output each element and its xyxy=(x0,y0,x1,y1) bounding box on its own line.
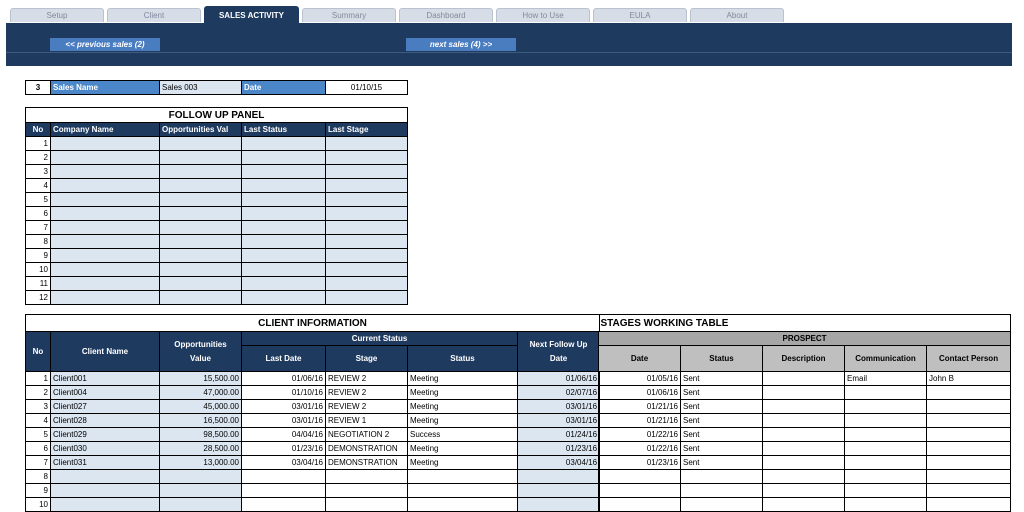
fu-opportunities-cell[interactable] xyxy=(160,207,242,221)
st-description[interactable] xyxy=(763,442,845,456)
ci-next-follow-up[interactable]: 02/07/16 xyxy=(518,386,600,400)
fu-last-stage-cell[interactable] xyxy=(326,137,408,151)
fu-opportunities-cell[interactable] xyxy=(160,137,242,151)
stage-row xyxy=(599,470,1011,484)
st-description[interactable] xyxy=(763,414,845,428)
fu-opportunities-cell[interactable] xyxy=(160,263,242,277)
ci-opportunity-value[interactable]: 45,000.00 xyxy=(160,400,242,414)
st-contact-person[interactable] xyxy=(927,470,1011,484)
fu-last-stage-cell[interactable] xyxy=(326,263,408,277)
st-status[interactable] xyxy=(681,498,763,512)
ci-status: Meeting xyxy=(408,400,518,414)
st-status[interactable] xyxy=(681,484,763,498)
st-communication[interactable] xyxy=(845,442,927,456)
follow-up-row xyxy=(26,277,408,291)
st-date[interactable]: 01/05/16 xyxy=(599,372,681,386)
st-communication[interactable] xyxy=(845,470,927,484)
st-contact-person[interactable] xyxy=(927,456,1011,470)
follow-up-row xyxy=(26,179,408,193)
st-communication[interactable] xyxy=(845,400,927,414)
ci-status: Meeting xyxy=(408,386,518,400)
ci-last-date xyxy=(242,498,326,512)
ci-status: Meeting xyxy=(408,372,518,386)
fu-company-cell[interactable] xyxy=(51,291,160,305)
stage-row xyxy=(599,428,1011,442)
follow-up-row xyxy=(26,291,408,305)
sales-number: 3 xyxy=(26,81,51,95)
ci-opportunity-value[interactable]: 16,500.00 xyxy=(160,414,242,428)
ci-row-no: 9 xyxy=(26,484,51,498)
ci-row-no: 2 xyxy=(26,386,51,400)
stages-working-table xyxy=(598,314,1011,512)
st-contact-person[interactable] xyxy=(927,386,1011,400)
fu-col-no: No xyxy=(26,123,51,137)
ci-opportunity-value[interactable] xyxy=(160,484,242,498)
ci-stage: REVIEW 2 xyxy=(326,400,408,414)
ci-opportunity-value[interactable] xyxy=(160,470,242,484)
fu-company-cell[interactable] xyxy=(51,193,160,207)
fu-last-stage-cell[interactable] xyxy=(326,193,408,207)
st-date[interactable] xyxy=(599,484,681,498)
st-col-communication: Communication xyxy=(845,346,927,372)
ci-row-no: 8 xyxy=(26,470,51,484)
ci-status: Meeting xyxy=(408,456,518,470)
follow-up-title: FOLLOW UP PANEL xyxy=(26,108,408,123)
st-date[interactable]: 01/21/16 xyxy=(599,414,681,428)
st-communication[interactable] xyxy=(845,386,927,400)
ci-next-follow-up[interactable] xyxy=(518,498,600,512)
tab-client[interactable]: Client xyxy=(107,8,201,22)
client-row xyxy=(26,414,600,428)
st-date[interactable]: 01/22/16 xyxy=(599,442,681,456)
follow-up-panel xyxy=(25,107,408,305)
fu-last-status-cell[interactable] xyxy=(242,165,326,179)
client-row xyxy=(26,498,600,512)
ci-stage: REVIEW 2 xyxy=(326,386,408,400)
follow-up-row xyxy=(26,137,408,151)
st-col-date: Date xyxy=(599,346,681,372)
ci-stage: REVIEW 1 xyxy=(326,414,408,428)
ci-opp-line1: Opportunities xyxy=(174,339,227,349)
fu-opportunities-cell[interactable] xyxy=(160,277,242,291)
ci-client-name[interactable]: Client030 xyxy=(51,442,160,456)
ci-row-no: 4 xyxy=(26,414,51,428)
fu-last-status-cell[interactable] xyxy=(242,207,326,221)
ci-row-no: 7 xyxy=(26,456,51,470)
fu-last-stage-cell[interactable] xyxy=(326,277,408,291)
fu-last-status-cell[interactable] xyxy=(242,277,326,291)
st-date[interactable]: 01/21/16 xyxy=(599,400,681,414)
stage-row xyxy=(599,414,1011,428)
tab-about[interactable]: About xyxy=(690,8,784,22)
fu-company-cell[interactable] xyxy=(51,277,160,291)
ci-status: Success xyxy=(408,428,518,442)
fu-opportunities-cell[interactable] xyxy=(160,193,242,207)
ci-next-follow-up[interactable]: 03/01/16 xyxy=(518,414,600,428)
stage-row xyxy=(599,386,1011,400)
st-status[interactable]: Sent xyxy=(681,386,763,400)
follow-up-row xyxy=(26,221,408,235)
fu-last-stage-cell[interactable] xyxy=(326,165,408,179)
ci-col-stage: Stage xyxy=(326,346,408,372)
ci-stage xyxy=(326,498,408,512)
ci-next-follow-up[interactable] xyxy=(518,484,600,498)
ci-client-name[interactable]: Client027 xyxy=(51,400,160,414)
st-status[interactable]: Sent xyxy=(681,428,763,442)
date-label: Date xyxy=(242,81,326,95)
st-description[interactable] xyxy=(763,386,845,400)
ci-next-follow-up[interactable]: 01/23/16 xyxy=(518,442,600,456)
ci-next-follow-up[interactable]: 03/04/16 xyxy=(518,456,600,470)
ci-status xyxy=(408,470,518,484)
ci-next-follow-up[interactable]: 03/01/16 xyxy=(518,400,600,414)
fu-col-last-stage: Last Stage xyxy=(326,123,408,137)
st-date[interactable] xyxy=(599,470,681,484)
ci-opp-line2: Value xyxy=(190,353,211,363)
fu-last-status-cell[interactable] xyxy=(242,151,326,165)
st-communication[interactable] xyxy=(845,484,927,498)
follow-up-row xyxy=(26,235,408,249)
fu-last-stage-cell[interactable] xyxy=(326,291,408,305)
fu-opportunities-cell[interactable] xyxy=(160,151,242,165)
ci-row-no: 1 xyxy=(26,372,51,386)
ci-client-name[interactable]: Client004 xyxy=(51,386,160,400)
ci-col-client: Client Name xyxy=(51,332,160,372)
client-row xyxy=(26,470,600,484)
client-row xyxy=(26,428,600,442)
tab-how-to-use[interactable]: How to Use xyxy=(496,8,590,22)
client-row xyxy=(26,372,600,386)
st-description[interactable] xyxy=(763,400,845,414)
fu-col-opportunities: Opportunities Val xyxy=(160,123,242,137)
fu-company-cell[interactable] xyxy=(51,221,160,235)
st-description[interactable] xyxy=(763,372,845,386)
st-description[interactable] xyxy=(763,484,845,498)
ci-stage: DEMONSTRATION xyxy=(326,456,408,470)
client-information-table xyxy=(25,314,600,512)
st-communication[interactable] xyxy=(845,428,927,442)
fu-last-stage-cell[interactable] xyxy=(326,151,408,165)
ci-next-follow-up[interactable] xyxy=(518,470,600,484)
ci-last-date: 01/06/16 xyxy=(242,372,326,386)
follow-up-row xyxy=(26,151,408,165)
ci-next-follow-up[interactable]: 01/24/16 xyxy=(518,428,600,442)
ci-opportunity-value[interactable]: 28,500.00 xyxy=(160,442,242,456)
st-communication[interactable] xyxy=(845,414,927,428)
fu-last-status-cell[interactable] xyxy=(242,221,326,235)
stage-row xyxy=(599,456,1011,470)
st-contact-person[interactable] xyxy=(927,442,1011,456)
ci-row-no: 6 xyxy=(26,442,51,456)
fu-last-stage-cell[interactable] xyxy=(326,179,408,193)
ci-col-status: Status xyxy=(408,346,518,372)
ci-client-name[interactable]: Client031 xyxy=(51,456,160,470)
ci-client-name[interactable] xyxy=(51,498,160,512)
st-communication[interactable]: Email xyxy=(845,372,927,386)
ci-col-opportunities xyxy=(160,332,242,372)
client-info-title: CLIENT INFORMATION xyxy=(26,315,600,332)
stage-row xyxy=(599,400,1011,414)
fu-last-status-cell[interactable] xyxy=(242,193,326,207)
st-description[interactable] xyxy=(763,456,845,470)
fu-last-stage-cell[interactable] xyxy=(326,249,408,263)
sales-name-label: Sales Name xyxy=(51,81,160,95)
st-status[interactable]: Sent xyxy=(681,372,763,386)
fu-last-status-cell[interactable] xyxy=(242,263,326,277)
st-description[interactable] xyxy=(763,428,845,442)
fu-row-no: 5 xyxy=(26,193,51,207)
st-description[interactable] xyxy=(763,470,845,484)
fu-row-no: 11 xyxy=(26,277,51,291)
ci-client-name[interactable]: Client001 xyxy=(51,372,160,386)
ci-row-no: 10 xyxy=(26,498,51,512)
ci-last-date: 01/23/16 xyxy=(242,442,326,456)
ci-opportunity-value[interactable]: 98,500.00 xyxy=(160,428,242,442)
fu-row-no: 1 xyxy=(26,137,51,151)
tab-eula[interactable]: EULA xyxy=(593,8,687,22)
stages-title: STAGES WORKING TABLE xyxy=(599,315,1011,332)
fu-col-company: Company Name xyxy=(51,123,160,137)
date-value[interactable]: 01/10/15 xyxy=(326,81,408,95)
st-status[interactable]: Sent xyxy=(681,442,763,456)
fu-opportunities-cell[interactable] xyxy=(160,221,242,235)
ci-col-no: No xyxy=(26,332,51,372)
fu-row-no: 8 xyxy=(26,235,51,249)
sales-name-value[interactable]: Sales 003 xyxy=(160,81,242,95)
fu-row-no: 2 xyxy=(26,151,51,165)
fu-opportunities-cell[interactable] xyxy=(160,291,242,305)
st-status[interactable]: Sent xyxy=(681,400,763,414)
st-communication[interactable] xyxy=(845,498,927,512)
st-date[interactable]: 01/06/16 xyxy=(599,386,681,400)
fu-company-cell[interactable] xyxy=(51,165,160,179)
ci-stage: NEGOTIATION 2 xyxy=(326,428,408,442)
stage-row xyxy=(599,484,1011,498)
ci-status xyxy=(408,498,518,512)
stage-row xyxy=(599,442,1011,456)
ci-stage xyxy=(326,470,408,484)
ci-stage: DEMONSTRATION xyxy=(326,442,408,456)
fu-company-cell[interactable] xyxy=(51,207,160,221)
ci-opportunity-value[interactable] xyxy=(160,498,242,512)
ci-client-name[interactable]: Client028 xyxy=(51,414,160,428)
fu-opportunities-cell[interactable] xyxy=(160,235,242,249)
st-date[interactable] xyxy=(599,498,681,512)
st-contact-person[interactable] xyxy=(927,484,1011,498)
ci-opportunity-value[interactable]: 47,000.00 xyxy=(160,386,242,400)
fu-opportunities-cell[interactable] xyxy=(160,165,242,179)
fu-row-no: 7 xyxy=(26,221,51,235)
st-status[interactable] xyxy=(681,470,763,484)
tab-summary[interactable]: Summary xyxy=(302,8,396,22)
st-contact-person[interactable] xyxy=(927,428,1011,442)
st-col-status: Status xyxy=(681,346,763,372)
client-row xyxy=(26,456,600,470)
st-contact-person[interactable] xyxy=(927,498,1011,512)
tab-sales-activity[interactable]: SALES ACTIVITY xyxy=(204,6,299,23)
ci-next-line1: Next Follow Up xyxy=(529,339,588,349)
client-row xyxy=(26,386,600,400)
sheet-tab-bar xyxy=(0,0,1024,23)
ci-row-no: 5 xyxy=(26,428,51,442)
ci-last-date xyxy=(242,470,326,484)
ci-row-no: 3 xyxy=(26,400,51,414)
fu-row-no: 3 xyxy=(26,165,51,179)
client-row xyxy=(26,484,600,498)
st-status[interactable]: Sent xyxy=(681,456,763,470)
fu-col-last-status: Last Status xyxy=(242,123,326,137)
fu-opportunities-cell[interactable] xyxy=(160,179,242,193)
ci-next-follow-up[interactable]: 01/06/16 xyxy=(518,372,600,386)
fu-last-stage-cell[interactable] xyxy=(326,221,408,235)
fu-company-cell[interactable] xyxy=(51,137,160,151)
ci-col-current-status: Current Status xyxy=(242,332,518,346)
ci-col-last-date: Last Date xyxy=(242,346,326,372)
ci-next-line2: Date xyxy=(549,353,568,363)
stage-group-prospect: PROSPECT xyxy=(599,332,1011,346)
ci-last-date: 04/04/16 xyxy=(242,428,326,442)
fu-company-cell[interactable] xyxy=(51,179,160,193)
ci-status xyxy=(408,484,518,498)
stage-row xyxy=(599,372,1011,386)
header-divider xyxy=(6,52,1012,53)
ci-last-date: 03/04/16 xyxy=(242,456,326,470)
st-col-contact-person: Contact Person xyxy=(927,346,1011,372)
ci-status: Meeting xyxy=(408,442,518,456)
fu-last-stage-cell[interactable] xyxy=(326,207,408,221)
client-row xyxy=(26,400,600,414)
st-contact-person[interactable] xyxy=(927,400,1011,414)
ci-client-name[interactable] xyxy=(51,470,160,484)
follow-up-row xyxy=(26,249,408,263)
tab-setup[interactable]: Setup xyxy=(10,8,104,22)
follow-up-row xyxy=(26,207,408,221)
ci-client-name[interactable] xyxy=(51,484,160,498)
ci-col-next-follow-up xyxy=(518,332,600,372)
st-contact-person[interactable] xyxy=(927,414,1011,428)
tab-dashboard[interactable]: Dashboard xyxy=(399,8,493,22)
follow-up-row xyxy=(26,193,408,207)
fu-company-cell[interactable] xyxy=(51,235,160,249)
fu-company-cell[interactable] xyxy=(51,249,160,263)
follow-up-row xyxy=(26,263,408,277)
fu-row-no: 4 xyxy=(26,179,51,193)
ci-opportunity-value[interactable]: 15,500.00 xyxy=(160,372,242,386)
stage-row xyxy=(599,498,1011,512)
fu-last-status-cell[interactable] xyxy=(242,291,326,305)
fu-row-no: 9 xyxy=(26,249,51,263)
ci-opportunity-value[interactable]: 13,000.00 xyxy=(160,456,242,470)
ci-last-date: 03/01/16 xyxy=(242,400,326,414)
fu-last-status-cell[interactable] xyxy=(242,179,326,193)
st-date[interactable]: 01/23/16 xyxy=(599,456,681,470)
fu-row-no: 12 xyxy=(26,291,51,305)
next-sales-button[interactable]: next sales (4) >> xyxy=(406,38,516,51)
sales-header-table xyxy=(25,80,408,95)
st-date[interactable]: 01/22/16 xyxy=(599,428,681,442)
ci-stage xyxy=(326,484,408,498)
st-status[interactable]: Sent xyxy=(681,414,763,428)
fu-company-cell[interactable] xyxy=(51,263,160,277)
fu-opportunities-cell[interactable] xyxy=(160,249,242,263)
fu-company-cell[interactable] xyxy=(51,151,160,165)
ci-client-name[interactable]: Client029 xyxy=(51,428,160,442)
previous-sales-button[interactable]: << previous sales (2) xyxy=(50,38,160,51)
fu-last-stage-cell[interactable] xyxy=(326,235,408,249)
st-communication[interactable] xyxy=(845,456,927,470)
st-col-description: Description xyxy=(763,346,845,372)
ci-last-date xyxy=(242,484,326,498)
ci-last-date: 01/10/16 xyxy=(242,386,326,400)
fu-last-status-cell[interactable] xyxy=(242,249,326,263)
ci-status: Meeting xyxy=(408,414,518,428)
ci-last-date: 03/01/16 xyxy=(242,414,326,428)
fu-last-status-cell[interactable] xyxy=(242,235,326,249)
st-description[interactable] xyxy=(763,498,845,512)
fu-last-status-cell[interactable] xyxy=(242,137,326,151)
fu-row-no: 6 xyxy=(26,207,51,221)
fu-row-no: 10 xyxy=(26,263,51,277)
client-row xyxy=(26,442,600,456)
st-contact-person[interactable]: John B xyxy=(927,372,1011,386)
follow-up-row xyxy=(26,165,408,179)
ci-stage: REVIEW 2 xyxy=(326,372,408,386)
